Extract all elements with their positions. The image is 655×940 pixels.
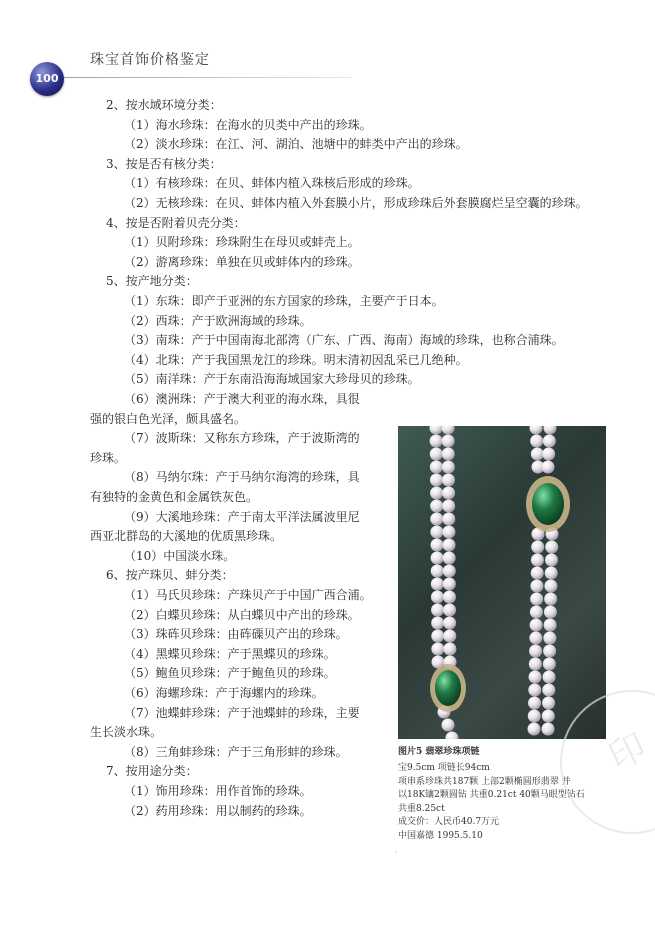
pearl xyxy=(442,500,455,513)
pearl xyxy=(430,474,443,487)
text-line: （1）有核珍珠：在贝、蚌体内植入珠核后形成的珍珠。 xyxy=(124,176,420,191)
pearl xyxy=(528,710,541,723)
necklace-photo xyxy=(398,426,606,739)
pearl xyxy=(544,619,557,632)
text-line: 2、按水域环境分类： xyxy=(106,98,222,112)
text-line: （3）南珠：产于中国南海北部湾（广东、广西、海南）海域的珍珠，也称合浦珠。 xyxy=(124,333,564,348)
text-line: 5、按产地分类： xyxy=(106,274,198,289)
pearl xyxy=(443,643,456,656)
pearl xyxy=(531,567,544,580)
running-header: 珠宝首饰价格鉴定 xyxy=(90,52,210,68)
text-line: 4、按是否附着贝壳分类： xyxy=(106,215,246,230)
pearl xyxy=(542,448,555,461)
pearl xyxy=(530,435,543,448)
text-line: （1）东珠：即产于亚洲的东方国家的珍珠，主要产于日本。 xyxy=(124,294,444,308)
text-line: 珍珠。 xyxy=(90,450,127,465)
pearl xyxy=(529,645,542,658)
pearl xyxy=(431,643,444,656)
text-line: （4）北珠：产于我国黑龙江的珍珠。明末清初因乱采已几绝种。 xyxy=(124,352,468,367)
pearl xyxy=(442,526,455,539)
pearl xyxy=(430,526,443,539)
pearl xyxy=(442,435,455,448)
pearl xyxy=(443,604,456,617)
text-line: 7、按用途分类： xyxy=(106,764,198,779)
pearl xyxy=(542,461,555,474)
text-line: （6）海螺珍珠：产于海螺内的珍珠。 xyxy=(124,686,324,700)
text-line: （8）马纳尔珠：产于马纳尔海湾的珍珠，具 xyxy=(124,470,360,485)
text-line: （2）药用珍珠：用以制药的珍珠。 xyxy=(124,803,312,818)
pearl xyxy=(431,578,444,591)
caption-line: 宝9.5cm 项链长94cm xyxy=(398,763,490,773)
pearl xyxy=(442,448,455,461)
pearl xyxy=(442,461,455,474)
pearl xyxy=(443,578,456,591)
text-line: （3）珠砗贝珍珠：由砗磲贝产出的珍珠。 xyxy=(124,627,348,642)
page-number-badge: 100 xyxy=(30,62,64,96)
text-line: 生长淡水珠。 xyxy=(90,725,163,740)
pearl xyxy=(542,684,555,697)
pearl xyxy=(430,487,443,500)
pearl xyxy=(530,606,543,619)
pearl xyxy=(528,723,541,736)
pearl xyxy=(431,552,444,565)
pearl xyxy=(431,565,444,578)
emerald-clasp-lower xyxy=(430,664,466,712)
pearl xyxy=(531,541,544,554)
text-line: 强的银白色光泽，颇具盛名。 xyxy=(90,411,247,426)
pearl xyxy=(430,448,443,461)
pearl xyxy=(543,435,556,448)
pearl xyxy=(531,554,544,567)
watermark-seal: 印 xyxy=(536,666,655,857)
text-line: （2）白蝶贝珍珠：从白蝶贝中产出的珍珠。 xyxy=(124,607,360,622)
caption-line: 共重8.25ct xyxy=(398,803,445,814)
text-line: 6、按产珠贝、蚌分类： xyxy=(106,568,234,583)
pearl xyxy=(442,426,455,435)
text-line: 有独特的金黄色和金属铁灰色。 xyxy=(90,490,259,504)
text-line: （2）西珠：产于欧洲海域的珍珠。 xyxy=(124,313,312,328)
pearl xyxy=(442,474,455,487)
pearl xyxy=(530,593,543,606)
pearl xyxy=(431,617,444,630)
pearl xyxy=(543,658,556,671)
pearl xyxy=(443,630,456,643)
text-line: （5）鲍鱼贝珍珠：产于鲍鱼贝的珍珠。 xyxy=(124,666,336,681)
header-rule xyxy=(62,77,352,78)
text-line: （7）池蝶蚌珍珠：产于池蝶蚌的珍珠，主要 xyxy=(124,705,360,720)
text-line: （2）游离珍珠：单独在贝或蚌体内的珍珠。 xyxy=(124,254,360,269)
pearl xyxy=(430,461,443,474)
text-line: （4）黑蝶贝珍珠：产于黑蝶贝的珍珠。 xyxy=(124,646,336,661)
pearl xyxy=(443,617,456,630)
text-line: （6）澳洲珠：产于澳大利亚的海水珠，具很 xyxy=(124,392,360,406)
pearl xyxy=(443,539,456,552)
caption-title: 图片5 翡翠珍珠项链 xyxy=(398,747,480,757)
pearl xyxy=(545,554,558,567)
pearl xyxy=(430,513,443,526)
text-line: 西亚北群岛的大溪地的优质黑珍珠。 xyxy=(90,529,283,544)
caption-line: 成交价：人民币40.7万元 xyxy=(398,817,500,827)
caption-line: 中国嘉德 1995.5.10 xyxy=(398,830,483,841)
text-line: （1）贝附珍珠：珍珠附生在母贝或蚌壳上。 xyxy=(124,235,360,250)
pearl xyxy=(544,606,557,619)
pearl xyxy=(545,567,558,580)
pearl xyxy=(529,658,542,671)
pearl xyxy=(529,671,542,684)
pearl xyxy=(544,593,557,606)
pearl-necklace-illustration xyxy=(398,426,606,739)
text-line: 3、按是否有核分类： xyxy=(106,156,222,171)
text-line: （2）无核珍珠：在贝、蚌体内植入外套膜小片，形成珍珠后外套膜腐烂呈空囊的珍珠。 xyxy=(124,196,588,210)
text-line: （1）海水珍珠：在海水的贝类中产出的珍珠。 xyxy=(124,117,372,132)
text-line: （2）淡水珍珠：在江、河、湖泊、池塘中的蚌类中产出的珍珠。 xyxy=(124,137,468,152)
emerald-clasp-upper xyxy=(526,476,570,532)
pearl xyxy=(528,697,541,710)
pearl xyxy=(544,580,557,593)
text-line: （9）大溪地珍珠：产于南太平洋法属波里尼 xyxy=(124,509,360,524)
pearl xyxy=(443,565,456,578)
pearl xyxy=(542,710,555,723)
caption-line: 项串系珍珠共187颗 上部2颗椭圆形翡翠 并 xyxy=(398,776,571,787)
pearl xyxy=(430,435,443,448)
pearl xyxy=(543,645,556,658)
pearl xyxy=(544,426,557,435)
pearl xyxy=(430,500,443,513)
pearl xyxy=(431,604,444,617)
pearl xyxy=(542,697,555,710)
pearl xyxy=(530,426,543,435)
pearl xyxy=(443,552,456,565)
pearl xyxy=(446,732,459,740)
pearl xyxy=(431,539,444,552)
caption-line: 以18K镶2颗圆钻 共重0.21ct 40颗马眼型钻石 xyxy=(398,790,585,800)
text-line: （7）波斯珠：又称东方珍珠，产于波斯湾的 xyxy=(124,431,360,446)
text-line: （8）三角蚌珍珠：产于三角形蚌的珍珠。 xyxy=(124,744,348,759)
pearl xyxy=(531,448,544,461)
text-line: （5）南洋珠：产于东南沿海海域国家大珍母贝的珍珠。 xyxy=(124,372,420,387)
pearl xyxy=(528,684,541,697)
pearl xyxy=(442,487,455,500)
text-line: （1）饰用珍珠：用作首饰的珍珠。 xyxy=(124,784,312,798)
pearl xyxy=(431,591,444,604)
pearl xyxy=(431,630,444,643)
text-line: （10）中国淡水珠。 xyxy=(124,548,236,563)
pearl xyxy=(542,723,555,736)
pearl xyxy=(442,513,455,526)
pearl xyxy=(442,719,455,732)
page-mark: · xyxy=(395,848,398,857)
pearl xyxy=(543,671,556,684)
pearl xyxy=(430,426,443,435)
pearl xyxy=(530,580,543,593)
pearl xyxy=(545,541,558,554)
text-line: （1）马氏贝珍珠：产珠贝产于中国广西合浦。 xyxy=(124,588,372,602)
pearl xyxy=(443,591,456,604)
pearl xyxy=(543,632,556,645)
pearl xyxy=(530,619,543,632)
pearl xyxy=(529,632,542,645)
